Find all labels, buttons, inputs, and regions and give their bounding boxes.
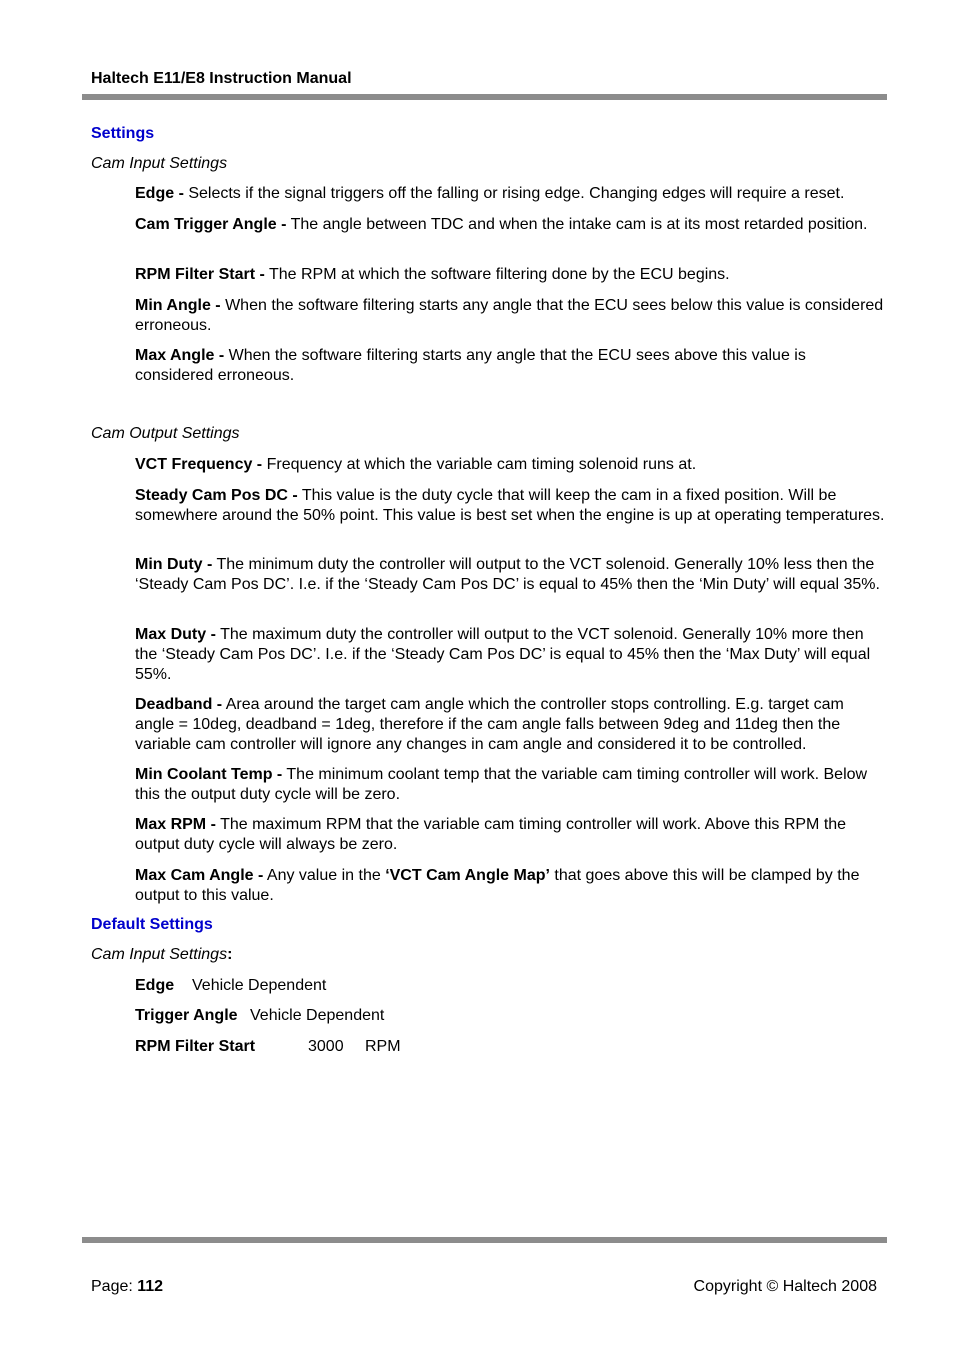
definition-text: Frequency at which the variable cam timing solenoid runs at. (262, 456, 697, 473)
default-row-edge (135, 976, 327, 996)
definition-term: Min Angle - (135, 297, 221, 314)
header-rule (82, 94, 887, 100)
definition-edge (135, 184, 887, 204)
definition-term: Max Angle - (135, 347, 225, 364)
definition-cam-trigger-angle (135, 215, 887, 235)
definition-max-cam-angle (135, 866, 887, 906)
definition-text: The maximum RPM that the variable cam timing controller will work. Above this RPM the output duty cycle will always be zero. (135, 816, 847, 853)
page-number: 112 (137, 1278, 164, 1295)
definition-term: Steady Cam Pos DC - (135, 487, 298, 504)
definition-text: Selects if the signal triggers off the falling or rising edge. Changing edges will require a reset. (183, 185, 845, 202)
definition-max-angle (135, 346, 887, 386)
definition-term: Deadband - (135, 696, 223, 713)
settings-heading: Settings (91, 125, 155, 142)
definition-steady-cam-pos-dc (135, 486, 887, 526)
cam-output-subheading: Cam Output Settings (91, 425, 240, 442)
definition-text: Any value in the (263, 867, 386, 884)
footer-copyright: Copyright © Haltech 2008 (693, 1278, 877, 1295)
definition-text: The minimum duty the controller will output to the VCT solenoid. Generally 10% less then the ‘Steady Cam Pos DC’. I.e. if the ‘Steady Cam Pos DC’ is equal to 45% then the ‘Min Duty’ will equal 35%. (135, 556, 880, 593)
default-key: Edge (135, 977, 175, 994)
default-value: 3000 (308, 1038, 344, 1055)
page-label: Page: (91, 1278, 138, 1295)
definition-max-duty (135, 625, 887, 685)
definition-text: that goes above this will be clamped by the output to this value. (135, 867, 860, 904)
definition-min-coolant-temp (135, 765, 887, 805)
default-key: Trigger Angle (135, 1007, 238, 1024)
default-settings-heading: Default Settings (91, 916, 213, 933)
definition-text: The minimum coolant temp that the variable cam timing controller will work. Below this the output duty cycle will be zero. (135, 766, 868, 803)
definition-term: Cam Trigger Angle - (135, 216, 287, 233)
definition-text: The RPM at which the software filtering done by the ECU begins. (264, 266, 730, 283)
default-value: Vehicle Dependent (250, 1007, 385, 1024)
definition-text: The angle between TDC and when the intake cam is at its most retarded position. (286, 216, 868, 233)
definition-deadband (135, 695, 887, 755)
definition-term: Min Duty - (135, 556, 213, 573)
default-key: RPM Filter Start (135, 1038, 256, 1055)
definition-min-angle (135, 296, 887, 336)
definition-term: Max RPM - (135, 816, 216, 833)
definition-term: RPM Filter Start - (135, 266, 265, 283)
default-unit: RPM (365, 1038, 401, 1055)
footer-rule (82, 1237, 887, 1243)
definition-rpm-filter-start (135, 265, 887, 285)
definition-vct-frequency (135, 455, 887, 475)
default-value: Vehicle Dependent (192, 977, 327, 994)
definition-text: When the software filtering starts any angle that the ECU sees above this value is considered erroneous. (135, 347, 806, 384)
map-name: ‘VCT Cam Angle Map’ (385, 867, 550, 884)
definition-text: Area around the target cam angle which the controller stops controlling. E.g. target cam angle = 10deg, deadband = 1deg, therefore if the cam angle falls between 9deg and 11deg then the variable cam controller will ignore any changes in cam angle and considered it to be controlled. (135, 696, 844, 753)
page-header-title: Haltech E11/E8 Instruction Manual (91, 70, 352, 87)
subheading-colon: : (227, 946, 233, 963)
definition-max-rpm (135, 815, 887, 855)
definition-term: Max Cam Angle - (135, 867, 264, 884)
definition-term: Max Duty - (135, 626, 216, 643)
definition-term: VCT Frequency - (135, 456, 263, 473)
definition-text: This value is the duty cycle that will keep the cam in a fixed position. Will be somewhere around the 50% point. This value is best set when the engine is up at operating temperatures. (135, 487, 885, 524)
default-row-trigger-angle (135, 1006, 385, 1026)
footer-page (91, 1277, 163, 1297)
cam-input-subheading: Cam Input Settings (91, 155, 228, 172)
default-cam-input-subheading (91, 945, 232, 965)
definition-term: Min Coolant Temp - (135, 766, 283, 783)
definition-text: The maximum duty the controller will output to the VCT solenoid. Generally 10% more then the ‘Steady Cam Pos DC’. I.e. if the ‘Steady Cam Pos DC’ is equal to 45% then the ‘Max Duty’ will equal 55%. (135, 626, 871, 683)
definition-text: When the software filtering starts any angle that the ECU sees below this value is considered erroneous. (135, 297, 884, 334)
definition-min-duty (135, 555, 887, 595)
definition-term: Edge - (135, 185, 184, 202)
subheading-text: Cam Input Settings (91, 946, 228, 963)
default-row-rpm-filter-start (135, 1037, 401, 1057)
